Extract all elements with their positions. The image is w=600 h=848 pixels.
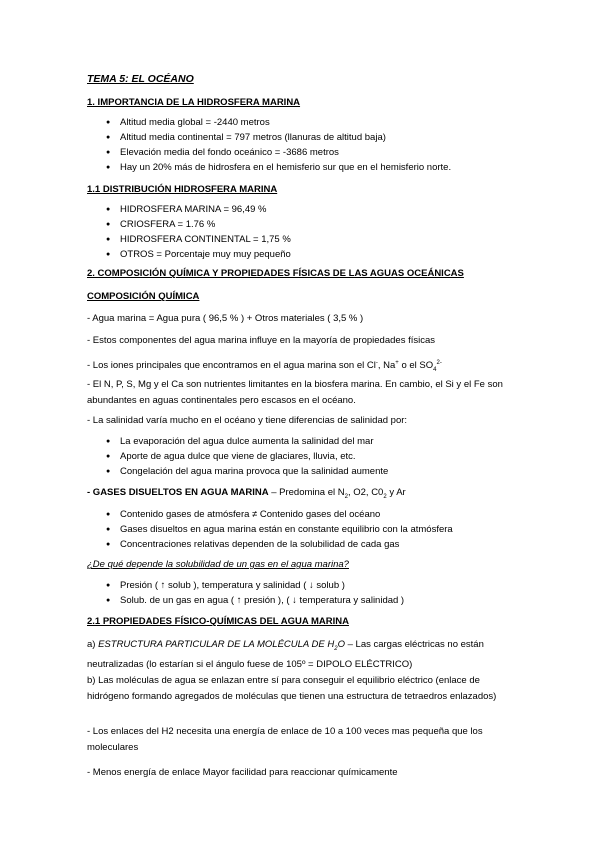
list-item: ● OTROS = Porcentaje muy muy pequeño [87, 247, 517, 262]
paragraph: - Los enlaces del H2 necesita una energía de enlace de 10 a 100 veces mas pequeña que los moleculares [87, 726, 483, 753]
list-item: ● Aporte de agua dulce que viene de glaciares, lluvia, etc. [87, 449, 517, 464]
gases-list [87, 507, 517, 552]
list-item: ● Hay un 20% más de hidrosfera en el hemisferio sur que en el hemisferio norte. [87, 160, 517, 175]
list-item: ● HIDROSFERA CONTINENTAL = 1,75 % [87, 232, 517, 247]
list-item: ● Concentraciones relativas dependen de la solubilidad de cada gas [87, 537, 517, 552]
paragraph: - El N, P, S, Mg y el Ca son nutrientes limitantes en la biosfera marina. En cambio, el Si y el Fe son abundantes en aguas continentales pero escasos en el océano. [87, 379, 503, 406]
section-2-heading: 2. COMPOSICIÓN QUÍMICA Y PROPIEDADES FÍSICAS DE LAS AGUAS OCEÁNICAS [87, 268, 464, 279]
section-1-heading: 1. IMPORTANCIA DE LA HIDROSFERA MARINA [87, 97, 301, 108]
section-2-1-heading: 2.1 PROPIEDADES FÍSICO-QUÍMICAS DEL AGUA MARINA [87, 616, 349, 627]
paragraph: - Menos energía de enlace Mayor facilidad para reaccionar químicamente [87, 767, 398, 778]
gases-heading: - GASES DISUELTOS EN AGUA MARINA – Predomina el $N_2$, O2, $C0_2$ y Ar [87, 487, 406, 500]
list-item: ● Congelación del agua marina provoca que la salinidad aumente [87, 464, 517, 479]
section-1-1-heading: 1.1 DISTRIBUCIÓN HIDROSFERA MARINA [87, 184, 278, 195]
list-item: ● Gases disueltos en agua marina están en constante equilibrio con la atmósfera [87, 522, 517, 537]
section-2-subheading: COMPOSICIÓN QUÍMICA [87, 291, 200, 302]
paragraph: - Agua marina = Agua pura ( 96,5 % ) + Otros materiales ( 3,5 % ) [87, 313, 364, 324]
list-item: ● Solub. de un gas en agua ( ↑ presión ), ( ↓ temperatura y salinidad ) [87, 593, 517, 608]
document-title: TEMA 5: EL OCÉANO [87, 73, 194, 85]
paragraph-a: a) ESTRUCTURA PARTICULAR DE LA MOLÉCULA DE $H_2O$ – Las cargas eléctricas no están neutralizadas (lo estarían si el ángulo fuese de 105º = DIPOLO ELÉCTRICO) [87, 639, 484, 670]
list-item: ● HIDROSFERA MARINA = 96,49 % [87, 202, 517, 217]
list-item: ● CRIOSFERA = 1.76 % [87, 217, 517, 232]
solubility-list [87, 578, 517, 608]
paragraph: - Estos componentes del agua marina influye en la mayoría de propiedades físicas [87, 335, 436, 346]
list-item: ● Altitud media continental = 797 metros (llanuras de altitud baja) [87, 130, 517, 145]
question-heading: ¿De qué depende la solubilidad de un gas en el agua marina? [87, 559, 349, 570]
list-item: ● La evaporación del agua dulce aumenta la salinidad del mar [87, 434, 517, 449]
section-1-list [87, 115, 517, 175]
list-item: ● Altitud media global = -2440 metros [87, 115, 517, 130]
list-item: ● Contenido gases de atmósfera ≠ Contenido gases del océano [87, 507, 517, 522]
list-item: ● Elevación media del fondo oceánico = -3686 metros [87, 145, 517, 160]
section-1-1-list [87, 202, 517, 262]
list-item: ● Presión ( ↑ solub ), temperatura y salinidad ( ↓ solub ) [87, 578, 517, 593]
paragraph: - La salinidad varía mucho en el océano y tiene diferencias de salinidad por: [87, 415, 408, 426]
paragraph-b: b) Las moléculas de agua se enlazan entre sí para conseguir el equilibrio eléctrico (enlace de hidrógeno formando agregados de moléculas que tienen una estructura de tetraedros enlazados) [87, 675, 497, 702]
salinity-list [87, 434, 517, 479]
paragraph: - Los iones principales que encontramos en el agua marina son el Cl-, Na+ o el $SO_4^{2-}$ [87, 360, 442, 374]
